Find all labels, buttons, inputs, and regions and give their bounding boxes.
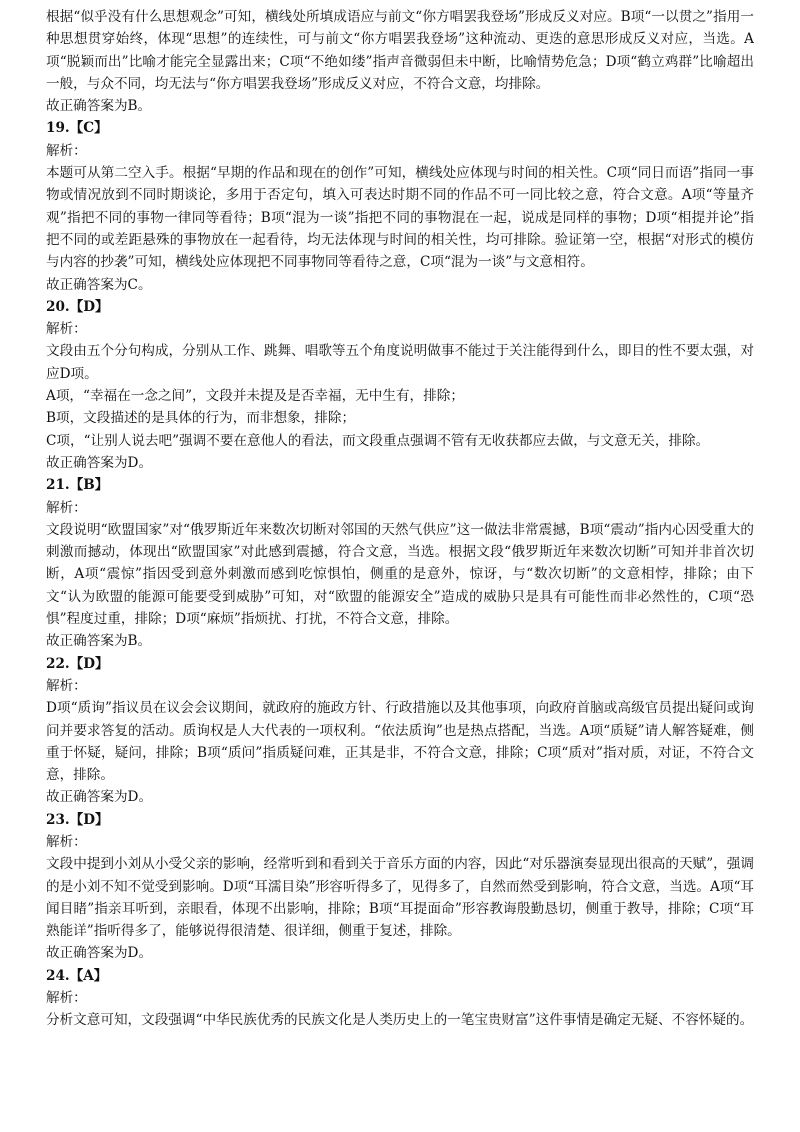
explanation-paragraph: 本题可从第二空入手。根据“早期的作品和现在的创作”可知，横线处应体现与时间的相关性。C项“同日而语”指同一事物或情况放到不同时期谈论，多用于否定句，填入可表达时期不同的作品不可一同比较之意，符合文意。A项“等量齐观”指把不同的事物一律同等看待；B项“混为一谈”指把不同的事物混在一起，说成是同样的事物；D项“相提并论”指把不同的或差距悬殊的事物放在一起看待，均无法体现与时间的相关性，均可排除。验证第一空，根据“对形式的模仿与内容的抄袭”可知，横线处应体现把不同事物同等看待之意，C项“混为一谈”与文意相符。	[46, 165, 754, 271]
text-line: 解析：	[46, 142, 87, 159]
text-line: 解析：	[46, 833, 87, 850]
text-line: 故正确答案为B。	[46, 98, 152, 115]
question-answer-heading: 21.【B】	[46, 477, 109, 494]
explanation-paragraph: 根据“似乎没有什么思想观念”可知，横线处所填成语应与前文“你方唱罢我登场”形成反义对应。B项“一以贯之”指用一种思想贯穿始终，体现“思想”的连续性，可与前文“你方唱罢我登场”这种流动、更迭的意思形成反义对应，当选。A项“脱颖而出”比喻才能完全显露出来；C项“不绝如缕”指声音微弱但未中断，比喻情势危急；D项“鹤立鸡群”比喻超出一般，与众不同，均无法与“你方唱罢我登场”形成反义对应，不符合文意，均排除。	[46, 9, 754, 92]
explanation-paragraph: C项，“让别人说去吧”强调不要在意他人的看法，而文段重点强调不管有无收获都应去做，与文意无关，排除。	[46, 432, 710, 449]
question-answer-heading: 24.【A】	[46, 967, 108, 984]
explanation-paragraph: 文段说明“欧盟国家”对“俄罗斯近年来数次切断对邻国的天然气供应”这一做法非常震撼，B项“震动”指内心因受重大的刺激而撼动，体现出“欧盟国家”对此感到震撼，符合文意，当选。根据文段“俄罗斯近年来数次切断”可知并非首次切断，A项“震惊”指因受到意外刺激而感到吃惊惧怕，侧重的是意外，惊讶，与“数次切断”的文意相悖，排除；由下文“认为欧盟的能源可能要受到威胁”可知，对“欧盟的能源安全”造成的威胁只是具有可能性而非必然性的，C项“恐惧”程度过重，排除；D项“麻烦”指烦扰、打扰，不符合文意，排除。	[46, 521, 754, 628]
text-line: 解析：	[46, 321, 87, 338]
text-line: 解析：	[46, 677, 87, 694]
explanation-paragraph: B项，文段描述的是具体的行为，而非想象，排除；	[46, 410, 356, 427]
text-line: 故正确答案为C。	[46, 276, 152, 293]
text-line: 解析：	[46, 990, 87, 1007]
question-answer-heading: 22.【D】	[46, 655, 109, 672]
question-answer-heading: 23.【D】	[46, 811, 109, 828]
explanation-paragraph: 文段由五个分句构成，分别从工作、跳舞、唱歌等五个角度说明做事不能过于关注能得到什么，即目的性不要太强，对应D项。	[46, 343, 754, 382]
text-line: 故正确答案为D。	[46, 945, 153, 962]
question-answer-heading: 19.【C】	[46, 120, 108, 137]
explanation-paragraph: A项，“幸福在一念之间”，文段并未提及是否幸福，无中生有，排除；	[46, 388, 464, 405]
text-line: 故正确答案为D。	[46, 454, 153, 471]
text-line: 故正确答案为D。	[46, 789, 153, 806]
text-line: 故正确答案为B。	[46, 633, 152, 650]
explanation-paragraph: 文段中提到小刘从小受父亲的影响，经常听到和看到关于音乐方面的内容，因此“对乐器演奏显现出很高的天赋”，强调的是小刘不知不觉受到影响。D项“耳濡目染”形容听得多了，见得多了，自然而然受到影响，符合文意，当选。A项“耳闻目睹”指亲耳听到，亲眼看，体现不出影响，排除；B项“耳提面命”形容教诲殷勤恳切，侧重于教导，排除；C项“耳熟能详”指听得多了，能够说得很清楚、很详细，侧重于复述，排除。	[46, 856, 754, 940]
explanation-paragraph: 分析文意可知，文段强调“中华民族优秀的民族文化是人类历史上的一笔宝贵财富”这件事情是确定无疑、不容怀疑的。	[46, 1012, 754, 1029]
question-answer-heading: 20.【D】	[46, 298, 109, 315]
explanation-paragraph: D项“质询”指议员在议会会议期间，就政府的施政方针、行政措施以及其他事项，向政府首脑或高级官员提出疑问或询问并要求答复的活动。质询权是人大代表的一项权利。“依法质询”也是热点搭配，当选。A项“质疑”请人解答疑难，侧重于怀疑，疑问，排除；B项“质问”指质疑问难，正其是非，不符合文意，排除；C项“质对”指对质，对证，不符合文意，排除。	[46, 700, 754, 784]
text-line: 解析：	[46, 499, 87, 516]
